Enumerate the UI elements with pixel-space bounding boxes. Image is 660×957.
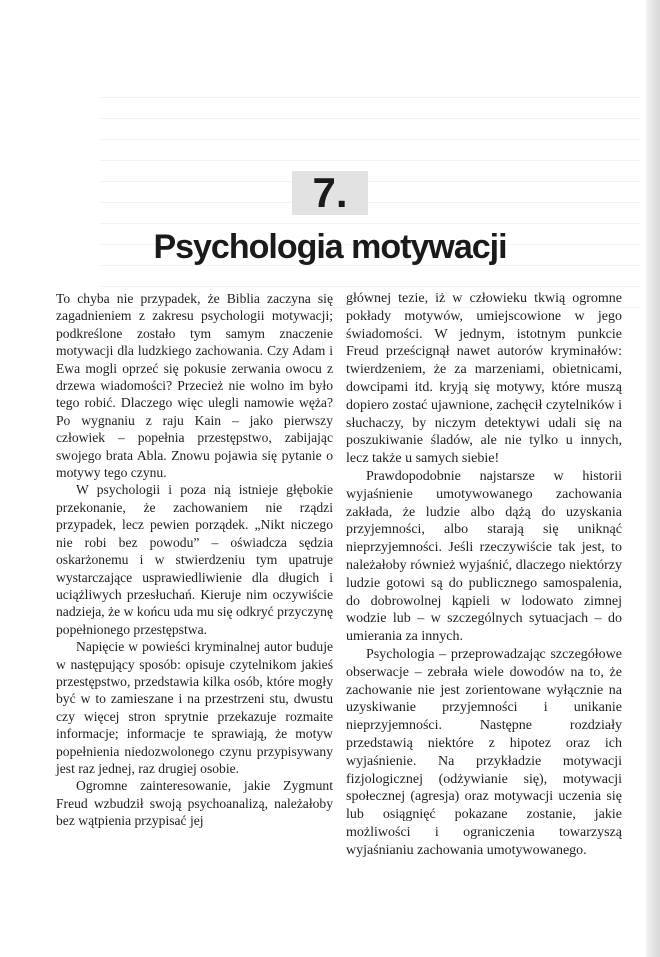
paragraph: Prawdopodobnie najstarsze w historii wyjaśnienie umotywowanego zachowania zakłada, że ludzie albo dążą do uzyskania przyjemności, albo starają się uniknąć nieprzyjemności. Jeśli rzeczywiście tak jest, to należałoby również wyjaśnić, dlaczego niektórzy ludzie gotowi są do publicznego samospalenia, do dobrowolnej kąpieli w lodowato zimnej wodzie lub – w szczególnych sytuacjach – do umierania za innych. — [346, 468, 622, 645]
chapter-title: Psychologia motywacji — [153, 228, 507, 266]
left-column — [56, 290, 333, 830]
paragraph: Psychologia – przeprowadzając szczegółowe obserwacje – zebrała wiele dowodów na to, że zachowanie nie jest zorientowane wyłącznie na uzyskiwanie przyjemności i unikanie nieprzyjemności. Następne rozdziały przedstawią niektóre z hipotez oraz ich wyjaśnienie. Na przykładzie motywacji fizjologicznej (odżywianie się), motywacji społecznej (agresja) oraz motywacji uczenia się lub osiągnięć pokazane zostanie, jakie możliwości i ograniczenia towarzyszą wyjaśnianiu zachowania umotywowanego. — [346, 646, 622, 858]
chapter-number: 7. — [0, 168, 660, 215]
paragraph: Napięcie w powieści kryminalnej autor buduje w następujący sposób: opisuje czytelnikom jakieś przestępstwo, przedstawia kilka osób, które mogły być w to zamieszane i na przestrzeni stu, dwustu czy więcej stron sprytnie przekazuje rozmaite informacje; informacje te sprawiają, że motyw popełnienia niedozwolonego czynu przypisywany jest raz jednej, raz drugiej osobie. — [56, 639, 333, 776]
paragraph: Ogromne zainteresowanie, jakie Zygmunt Freud wzbudził swoją psychoanalizą, należałoby bez wątpienia przypisać jej — [56, 778, 333, 829]
paragraph: W psychologii i poza nią istnieje głębokie przekonanie, że zachowaniem nie rządzi przypadek, lecz pewien porządek. „Nikt niczego nie robi bez powodu” – oświadcza sędzia oskarżonemu i w stwierdzeniu tym upatruje wystarczające usprawiedliwienie dla długich i uciążliwych przesłuchań. Kieruje nim oczywiście nadzieja, że w końcu uda mu się odkryć przyczynę popełnionego przestępstwa. — [56, 482, 333, 637]
page-edge-shadow — [646, 0, 660, 957]
paragraph: głównej tezie, iż w człowieku tkwią ogromne pokłady motywów, umiejscowione w jego świadomości. W jednym, istotnym punkcie Freud prześcignął nawet autorów kryminałów: twierdzeniem, że za marzeniami, obietnicami, dowcipami itd. kryją się motywy, które muszą dopiero zostać ujawnione, zachęcił czytelników i słuchaczy, by niczym detektywi udali się na poszukiwanie śladów, ale nie tylko u innych, lecz także u samych siebie! — [346, 291, 622, 467]
right-column — [346, 290, 622, 860]
paragraph: To chyba nie przypadek, że Biblia zaczyna się zagadnieniem z zakresu psychologii motywacji; podkreślone zostało tym samym znaczenie motywacji dla ludzkiego zachowania. Czy Adam i Ewa mogli oprzeć się pokusie zerwania owocu z drzewa wiadomości? Przecież nie wolno im było tego robić. Dlaczego więc ulegli namowie węża? Po wygnaniu z raju Kain – jako pierwszy człowiek – popełnia przestępstwo, zabijając swojego brata Abla. Znowu pojawia się pytanie o motywy tego czynu. — [56, 291, 333, 481]
